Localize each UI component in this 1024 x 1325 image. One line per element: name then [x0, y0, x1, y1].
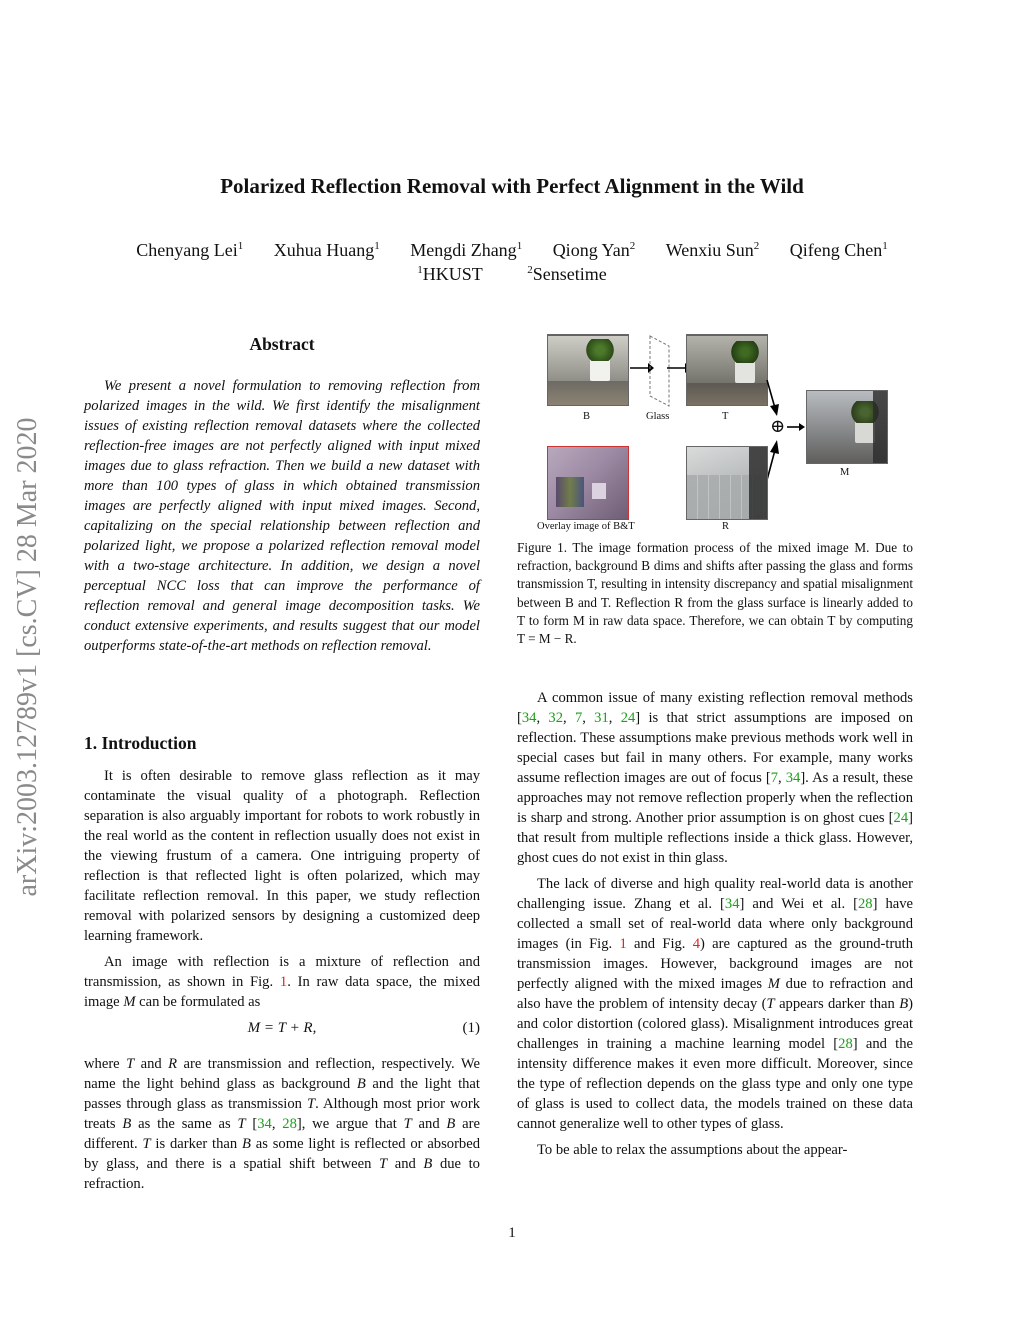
add-operator-icon: ⊕ — [770, 416, 786, 436]
author-affiliation-mark: 1 — [516, 240, 523, 252]
citation-link[interactable]: 7 — [574, 710, 583, 726]
affiliation — [527, 264, 607, 285]
intro-paragraph-1: It is often desirable to remove glass reflection as it may contaminate the visual quality of a photograph. Reflection separation is also arguably important for robots to work robustly in the real world as the content in reflection usually does not exist in the viewing frustum of a camera. One intriguing property of reflection is that reflected light is often polarized, which may facilitate reflection removal. In this paper, we study reflection removal with polarized sensors by designing a customized deep learning framework. — [84, 768, 480, 944]
label-overlay: Overlay image of B&T — [537, 521, 635, 532]
label-glass: Glass — [646, 411, 670, 422]
citation-link[interactable]: 24 — [620, 710, 636, 726]
citation-link[interactable]: 28 — [857, 896, 873, 912]
figure-reference-link[interactable]: 1 — [619, 936, 627, 952]
text-run: are different. — [84, 1116, 480, 1152]
intro-paragraph-3 — [84, 1054, 480, 1194]
citation-link[interactable]: 28 — [282, 1116, 297, 1132]
author-name — [553, 240, 636, 261]
text-run: and Fig. — [634, 936, 686, 952]
citation-link[interactable]: 31 — [594, 710, 609, 726]
citation-link[interactable]: 28 — [838, 1036, 853, 1052]
author-affiliation-mark: 1 — [237, 240, 244, 252]
text-run: due to refraction. — [84, 1156, 480, 1192]
text-run: ] and Wei et al. [ — [739, 896, 858, 912]
affiliation — [417, 264, 483, 285]
arxiv-stamp: arXiv:2003.12789v1 [cs.CV] 28 Mar 2020 — [12, 417, 43, 897]
text-run: An image with reflection is a mixture of reflection and transmission, as shown in Fig. — [84, 954, 480, 990]
right-paragraph-3: To be able to relax the assumptions about the appear- — [537, 1142, 848, 1158]
intro-body-continued — [84, 1054, 480, 1194]
citation-link[interactable]: 34 — [257, 1116, 272, 1132]
affiliation-name: HKUST — [422, 264, 483, 284]
author-affiliation-mark: 2 — [753, 240, 760, 252]
math-variable: T — [142, 1136, 151, 1152]
text-run: and — [394, 1156, 416, 1172]
text-run: ], we argue that — [296, 1116, 397, 1132]
text-run: ] that result from multiple reflections inside a thick glass. However, ghost cues do not exist in thin glass. — [517, 810, 913, 866]
text-run: [ — [252, 1116, 258, 1132]
author-name — [136, 240, 243, 261]
author-name — [666, 240, 760, 261]
author-affiliation-mark: 1 — [882, 240, 888, 252]
math-variable: M — [123, 994, 136, 1010]
author-name-text: Chenyang Lei — [136, 240, 238, 260]
text-run: as the same as — [138, 1116, 231, 1132]
equation-body: M = T + R, — [247, 1020, 317, 1036]
equation-1 — [84, 1020, 480, 1037]
overlay-image — [547, 446, 629, 520]
abstract-body — [84, 376, 480, 656]
author-name — [410, 240, 522, 261]
author-name-text: Qiong Yan — [552, 240, 630, 260]
author-name — [274, 240, 380, 261]
label-m: M — [840, 467, 850, 478]
text-run: , — [271, 1116, 283, 1132]
equation-number: (1) — [462, 1020, 480, 1036]
citation-link[interactable]: 24 — [893, 810, 909, 826]
citation-link[interactable]: 7 — [770, 770, 778, 786]
mixed-image-m — [806, 390, 888, 464]
math-variable: B — [242, 1136, 251, 1152]
text-run: ] and the intensity difference makes it even more difficult. Moreover, since the type of reflection depends on the glass type and only one type of glass is used to collect data, the models trained on these data cannot generalize well to other types of glass. — [517, 1036, 913, 1132]
paper-title: Polarized Reflection Removal with Perfect Alignment in the Wild — [220, 174, 804, 198]
affiliation-mark: 2 — [527, 264, 533, 276]
arrow-right-icon — [787, 422, 805, 432]
text-run: . In raw data space, the mixed image — [84, 974, 480, 1010]
math-variable: R — [168, 1056, 178, 1072]
math-variable: T — [766, 996, 775, 1012]
text-run: is darker than — [155, 1136, 238, 1152]
author-affiliation-mark: 1 — [374, 240, 380, 252]
author-name-text: Wenxiu Sun — [665, 240, 754, 260]
text-run: ]. As a result, these approaches may not remove reflection properly when the reflection is sharp and strong. Another prior assumption is on ghost cues [ — [517, 770, 913, 826]
text-run: where — [84, 1056, 120, 1072]
arrow-down-icon — [765, 380, 779, 416]
affiliation-name: Sensetime — [532, 264, 607, 284]
text-run: and — [140, 1056, 162, 1072]
citation-link[interactable]: 34 — [724, 896, 740, 912]
text-run: as some light is reflected or absorbed by glass, and there is a spatial shift between — [84, 1136, 481, 1172]
citation-link[interactable]: 34 — [521, 710, 537, 726]
math-variable: T — [307, 1096, 316, 1112]
figure-reference-link[interactable]: 1 — [279, 974, 288, 990]
math-variable: B — [446, 1116, 456, 1132]
math-variable: B — [423, 1156, 433, 1172]
text-run: ) and color distortion (colored glass). Misalignment introduces great challenges in training a machine learning model [ — [517, 996, 913, 1052]
affiliation-list — [0, 264, 1024, 285]
math-variable: B — [899, 996, 909, 1012]
transmission-image-t — [686, 334, 768, 406]
label-t: T — [722, 411, 729, 422]
math-variable: M — [767, 976, 780, 992]
figure-caption: Figure 1. The image formation process of the mixed image M. Due to refraction, background B dims and shifts after passing the glass and forms transmission T, resulting in intensity discrepancy and spatial misalignment between B and T. Reflection R from the glass surface is linearly added to T to form M in raw data space. Therefore, we can obtain T by computing T = M − R. — [517, 540, 913, 647]
author-list — [0, 240, 1024, 261]
math-variable: T — [379, 1156, 388, 1172]
math-variable: T — [403, 1116, 412, 1132]
reflection-image-r — [686, 446, 768, 520]
text-run: . Although most prior work treats — [84, 1096, 481, 1132]
text-run: appears darker than — [779, 996, 895, 1012]
math-variable: B — [122, 1116, 132, 1132]
text-run: are transmission and reflection, respectively. We name the light behind glass as background — [84, 1056, 480, 1092]
figure-1 — [517, 330, 917, 535]
affiliation-mark: 1 — [417, 264, 423, 276]
citation-link[interactable]: 34 — [785, 770, 801, 786]
text-run: ] is that strict assumptions are imposed on reflection. These assumptions make previous methods work well in special cases but fail in many others. For example, many works assume reflection images are out of focus [ — [517, 710, 913, 786]
text-run: and the light that passes through glass as transmission — [84, 1076, 480, 1112]
right-paragraph-1: A common issue of many existing reflection removal methods [34, 32, 7, 31, 24] is that strict assumptions are imposed on reflection. These assumptions make previous methods work well in special cases but fail in many others. For example, many works assume reflection images are out of focus [7, 34]. As a result, these approaches may not remove reflection properly when the reflection is sharp and strong. Another prior assumption is on ghost cues [24] that result from multiple reflections inside a thick glass. However, ghost cues do not exist in thin glass. — [517, 690, 913, 866]
intro-paragraph-2 — [84, 952, 480, 1012]
right-column-body — [517, 688, 913, 1160]
text-run: The lack of diverse and high quality real-world data is another challenging issue. Zhang et al. [ — [517, 876, 913, 912]
label-b: B — [583, 411, 591, 422]
author-name-text: Mengdi Zhang — [410, 240, 517, 260]
background-image-b — [547, 334, 629, 406]
text-run: A common issue of many existing reflection removal methods [ — [517, 690, 913, 726]
abstract-heading: Abstract — [249, 334, 315, 354]
text-run: can be formulated as — [139, 994, 261, 1010]
author-name-text: Xuhua Huang — [273, 240, 375, 260]
author-name — [790, 240, 888, 261]
page-number: 1 — [508, 1225, 516, 1241]
text-run: due to refraction and also have the problem of intensity decay ( — [517, 976, 914, 1012]
section-heading-introduction: 1. Introduction — [84, 733, 197, 753]
figure-reference-link[interactable]: 4 — [692, 936, 701, 952]
text-run: and — [418, 1116, 440, 1132]
math-variable: T — [237, 1116, 246, 1132]
intro-body — [84, 766, 480, 1012]
right-paragraph-2 — [517, 874, 913, 1134]
math-variable: T — [126, 1056, 135, 1072]
abstract-text: We present a novel formulation to removing reflection from polarized images in the wild. We first identify the misalignment issues of existing reflection removal datasets where the collected reflection-free images are not perfectly aligned with input mixed images due to glass refraction. Then we build a new dataset with more than 100 types of glass in which obtained transmission images are perfectly aligned with input mixed images. Second, capitalizing on the special relationship between reflection and polarized light, we propose a polarized reflection removal model with a two-stage architecture. In addition, we design a novel perceptual NCC loss that can improve the performance of reflection removal and general image decomposition tasks. We conduct extensive experiments, and results suggest that our model outperforms state-of-the-art methods on reflection removal. — [84, 378, 480, 654]
text-run: ] have collected a small set of real-world data where only background images (in Fig. — [517, 896, 914, 952]
citation-link[interactable]: 32 — [548, 710, 563, 726]
author-name-text: Qifeng Chen — [789, 240, 883, 260]
math-variable: B — [356, 1076, 366, 1092]
label-r: R — [722, 521, 730, 532]
author-affiliation-mark: 2 — [629, 240, 636, 252]
text-run: ) are captured as the ground-truth transmission images. However, background images are not perfectly aligned with the mixed images — [517, 936, 913, 992]
